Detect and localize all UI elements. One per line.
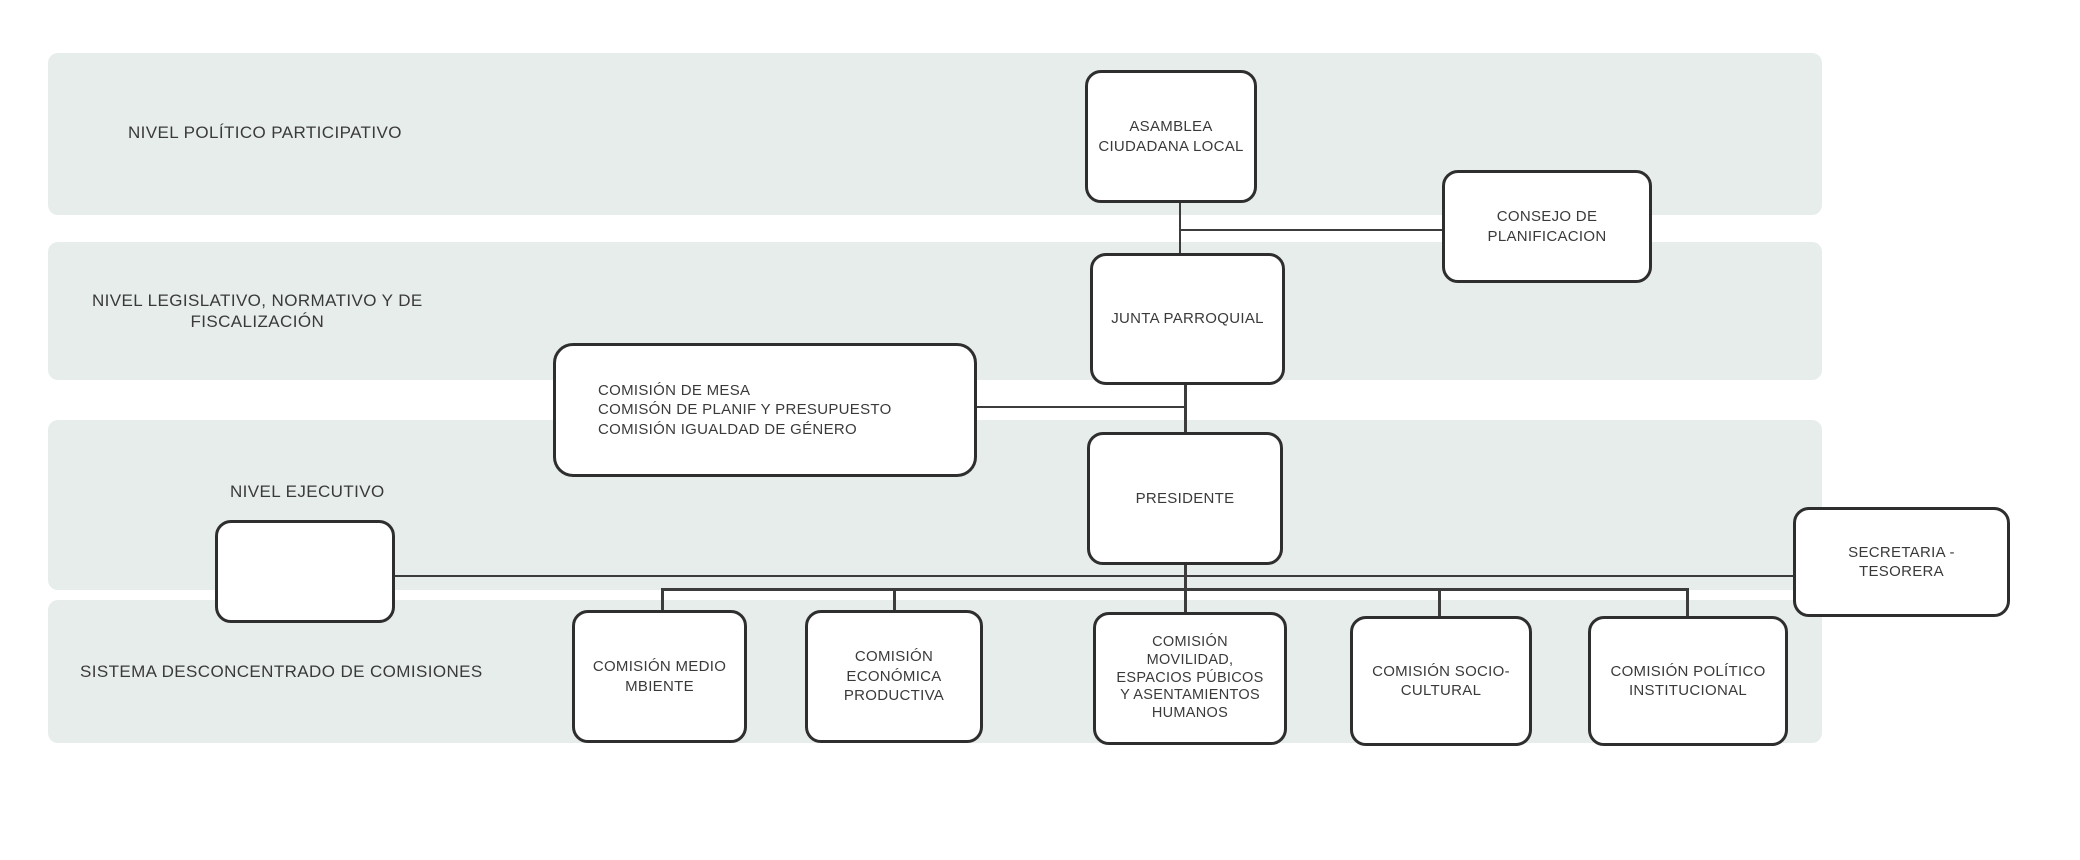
node-empty-box: [215, 520, 395, 623]
band-label-nivel-ejecutivo: NIVEL EJECUTIVO: [230, 482, 385, 501]
connector-comisiones-bus: [661, 588, 1689, 591]
connector-junta-consejo: [1180, 229, 1442, 231]
node-junta-parroquial: JUNTA PARROQUIAL: [1090, 253, 1285, 385]
node-consejo-de-planificacion: CONSEJO DE PLANIFICACION: [1442, 170, 1652, 283]
band-label-nivel-legislativo: NIVEL LEGISLATIVO, NORMATIVO Y DE FISCALIZACIÓN: [92, 291, 423, 332]
node-comision-medio-ambiente: COMISIÓN MEDIO MBIENTE: [572, 610, 747, 743]
node-presidente: PRESIDENTE: [1087, 432, 1283, 565]
node-comision-economica-productiva: COMISIÓN ECONÓMICA PRODUCTIVA: [805, 610, 983, 743]
connector-junta-presidente: [1184, 385, 1187, 434]
node-comision-socio-cultural: COMISIÓN SOCIO- CULTURAL: [1350, 616, 1532, 746]
band-label-sistema-comisiones: SISTEMA DESCONCENTRADO DE COMISIONES: [80, 662, 483, 681]
node-comisiones-junta: COMISIÓN DE MESA COMISÓN DE PLANIF Y PRESUPUESTO COMISIÓN IGUALDAD DE GÉNERO: [553, 343, 977, 477]
band-label-nivel-politico: NIVEL POLÍTICO PARTICIPATIVO: [128, 123, 402, 142]
connector-mesa-trunk: [977, 406, 1186, 408]
node-comision-movilidad: COMISIÓN MOVILIDAD, ESPACIOS PÚBICOS Y ASENTAMIENTOS HUMANOS: [1093, 612, 1287, 745]
node-asamblea-ciudadana-local: ASAMBLEA CIUDADANA LOCAL: [1085, 70, 1257, 203]
connector-vacante-secretaria: [395, 575, 1795, 577]
node-secretaria-tesorera: SECRETARIA - TESORERA: [1793, 507, 2010, 617]
node-comision-politico-institucional: COMISIÓN POLÍTICO INSTITUCIONAL: [1588, 616, 1788, 746]
